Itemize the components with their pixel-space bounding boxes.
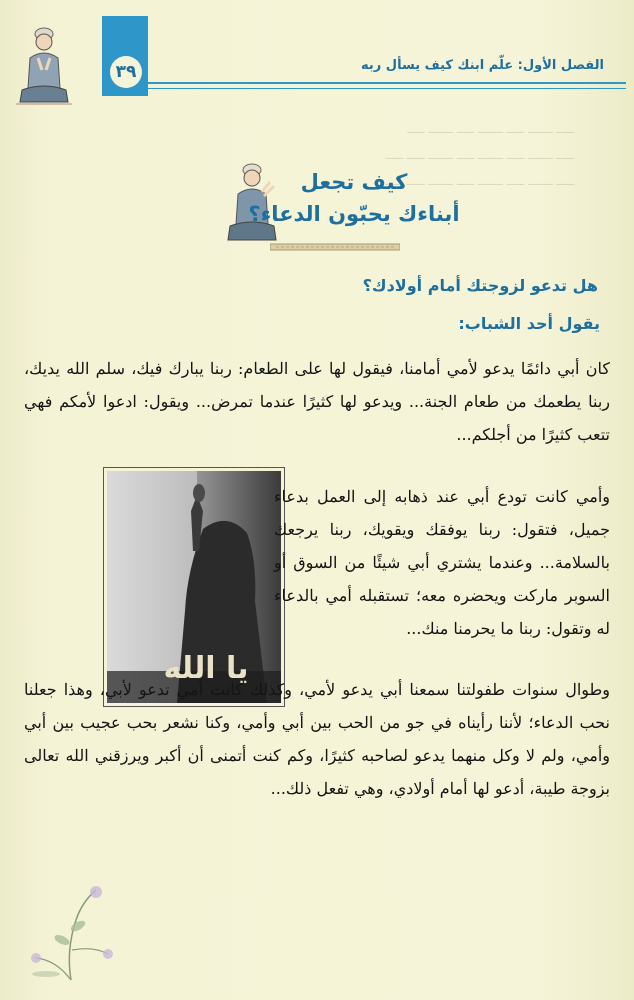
prayer-rug-icon [270,240,400,254]
chapter-title: الفصل الأول: علّم ابنك كيف يسأل ربه [361,58,604,73]
praying-woman-photo [104,468,284,706]
section-title-line1: كيف تجعل [300,170,408,194]
bleed-through-text: ـــــ ـــــــ ـــــ ـــــــ ـــــ ـــــــ ـــــ ـــــ [385,148,574,162]
subheading-speaker: يقول أحد الشباب: [458,314,600,333]
bleed-through-text: ـــــ ـــــــ ـــــ ـــــــ ـــــ ـــــــ ـــــ ـــــ [385,174,574,188]
paragraph-1: كان أبي دائمًا يدعو لأمي أمامنا، فيقول لها على الطعام: ربنا يبارك فيك، سلم الله يديك، ربنا يطعمك من طعام الجنة... ويدعو لها كثيرًا عندما تمرض... ويقول: ادعوا لأمكم فهي تتعب كثيرًا من أجلكم... [24,359,610,444]
floral-ornament-icon [16,880,126,990]
header-rule [148,82,626,84]
photo-caption: يا الله [163,651,249,686]
header-rule-thin [148,88,626,89]
page-number: ٣٩ [110,56,142,88]
praying-child-icon [12,18,74,108]
paragraph-3: وطوال سنوات طفولتنا سمعنا أبي يدعو لأمي، وكذلك كانت أمي تدعو لأبي، وهذا جعلنا نحب الدعاء؛ لأننا رأيناه في جو من الحب بين أبي وأمي، وكنا نشعر بحب عجيب بين أبي وأمي، ولم لا وكل منهما يدعو لصاحبه كثيرًا، وكم كنت أتمنى أن أكبر ويرزقني الله تعالى بزوجة طيبة، أدعو لها أمام أولادي، وهي تفعل ذلك... [24,680,611,798]
section-title [194,166,514,230]
section-title-line2: أبناءك يحبّون الدعاء؟ [248,202,460,226]
subheading-question: هل تدعو لزوجتك أمام أولادك؟ [362,276,598,295]
paragraph-2: وأمي كانت تودع أبي عند ذهابه إلى العمل بدعاء جميل، فتقول: ربنا يوفقك ويقويك، ربنا يرجعك بالسلامة... وعندما يشتري أبي شيئًا من السوق أو السوبر ماركت ويحضره معه؛ تستقبله أمي بالدعاء له وتقول: ربنا ما يحرمنا منك... [274,487,610,638]
bleed-through-text: ـــــ ـــــــ ـــــ ـــــــ ـــــ ـــــــ ـــــ [406,122,574,136]
